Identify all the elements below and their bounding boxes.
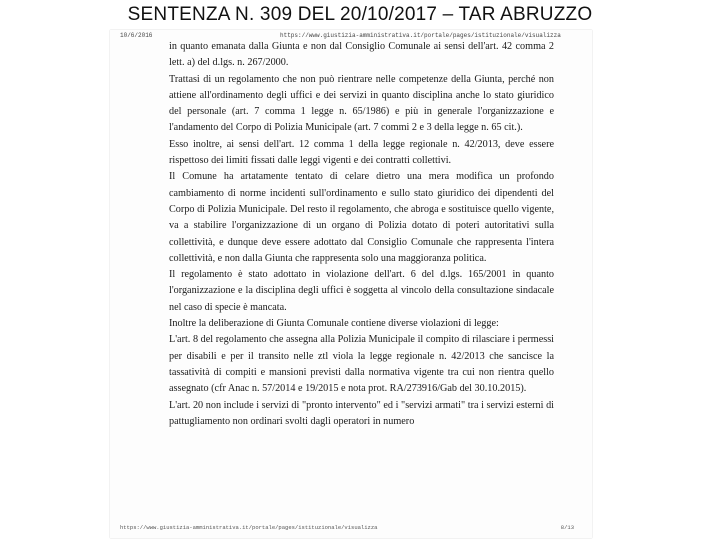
document-page <box>110 30 592 538</box>
document-body <box>169 39 554 430</box>
paragraph: L'art. 20 non include i servizi di "pronto intervento" ed i "servizi armati" tra i servizi esterni di pattugliamento non ordinari svolti dagli operatori in numero <box>169 399 554 427</box>
paragraph: Trattasi di un regolamento che non può rientrare nelle competenze della Giunta, perché non attiene all'ordinamento degli uffici e dei servizi in quanto disciplina anche lo stato giuridico del personale (art. 7 comma 1 legge n. 65/1986) e più in generale l'organizzazione e l'andamento del Corpo di Polizia Municipale (art. 7 commi 2 e 3 della legge n. 65 cit.). <box>169 73 554 134</box>
paragraph: Inoltre la deliberazione di Giunta Comunale contiene diverse violazioni di legge: <box>169 318 499 330</box>
paragraph: Il Comune ha artatamente tentato di celare dietro una mera modifica un profondo cambiamento di norme incidenti sull'ordinamento e sullo stato giuridico dei dipendenti del Corpo di Polizia Municipale. Del resto il regolamento, che abroga e sostituisce quello vigente, va a stabilire l'organizzazione di un organo di Polizia dotato di poteri autoritativi sulla collettività, e dunque deve essere adottato dal Consiglio Comunale che rappresenta l'intera collettività, e non dalla Giunta che rappresenta solo una maggioranza politica. <box>169 171 554 264</box>
paragraph: Esso inoltre, ai sensi dell'art. 12 comma 1 della legge regionale n. 42/2013, deve essere rispettoso dei limiti fissati dalle leggi vigenti e dei contratti collettivi. <box>169 138 554 167</box>
header-url: https://www.giustizia-amministrativa.it/portale/pages/istituzionale/visualizza <box>280 32 561 39</box>
paragraph: in quanto emanata dalla Giunta e non dal Consiglio Comunale ai sensi dell'art. 42 comma 2 lett. a) del d.lgs. n. 267/2000. <box>169 41 554 69</box>
paragraph: Il regolamento è stato adottato in violazione dell'art. 6 del d.lgs. 165/2001 in quanto l'organizzazione e la disciplina degli uffici è soggetta al vincolo della consultazione sindacale nel caso di specie è mancata. <box>169 269 554 313</box>
paragraph: L'art. 8 del regolamento che assegna alla Polizia Municipale il compito di rilasciare i permessi per disabili e per il transito nelle ztl viola la legge regionale n. 42/2013 che sancisce la tassatività di compiti e mansioni previsti dalla normativa vigente tra cui non rientra quello assegnato (cfr Anac n. 57/2014 e 19/2015 e nota prot. RA/273916/Gab del 30.10.2015). <box>169 334 554 395</box>
document-footer <box>120 524 582 534</box>
page-number: 8/13 <box>560 524 574 531</box>
footer-url: https://www.giustizia-amministrativa.it/portale/pages/istituzionale/visualizza <box>120 524 378 531</box>
header-date: 10/6/2016 <box>120 32 153 39</box>
slide-title: SENTENZA N. 309 DEL 20/10/2017 – TAR ABRUZZO <box>127 4 593 25</box>
